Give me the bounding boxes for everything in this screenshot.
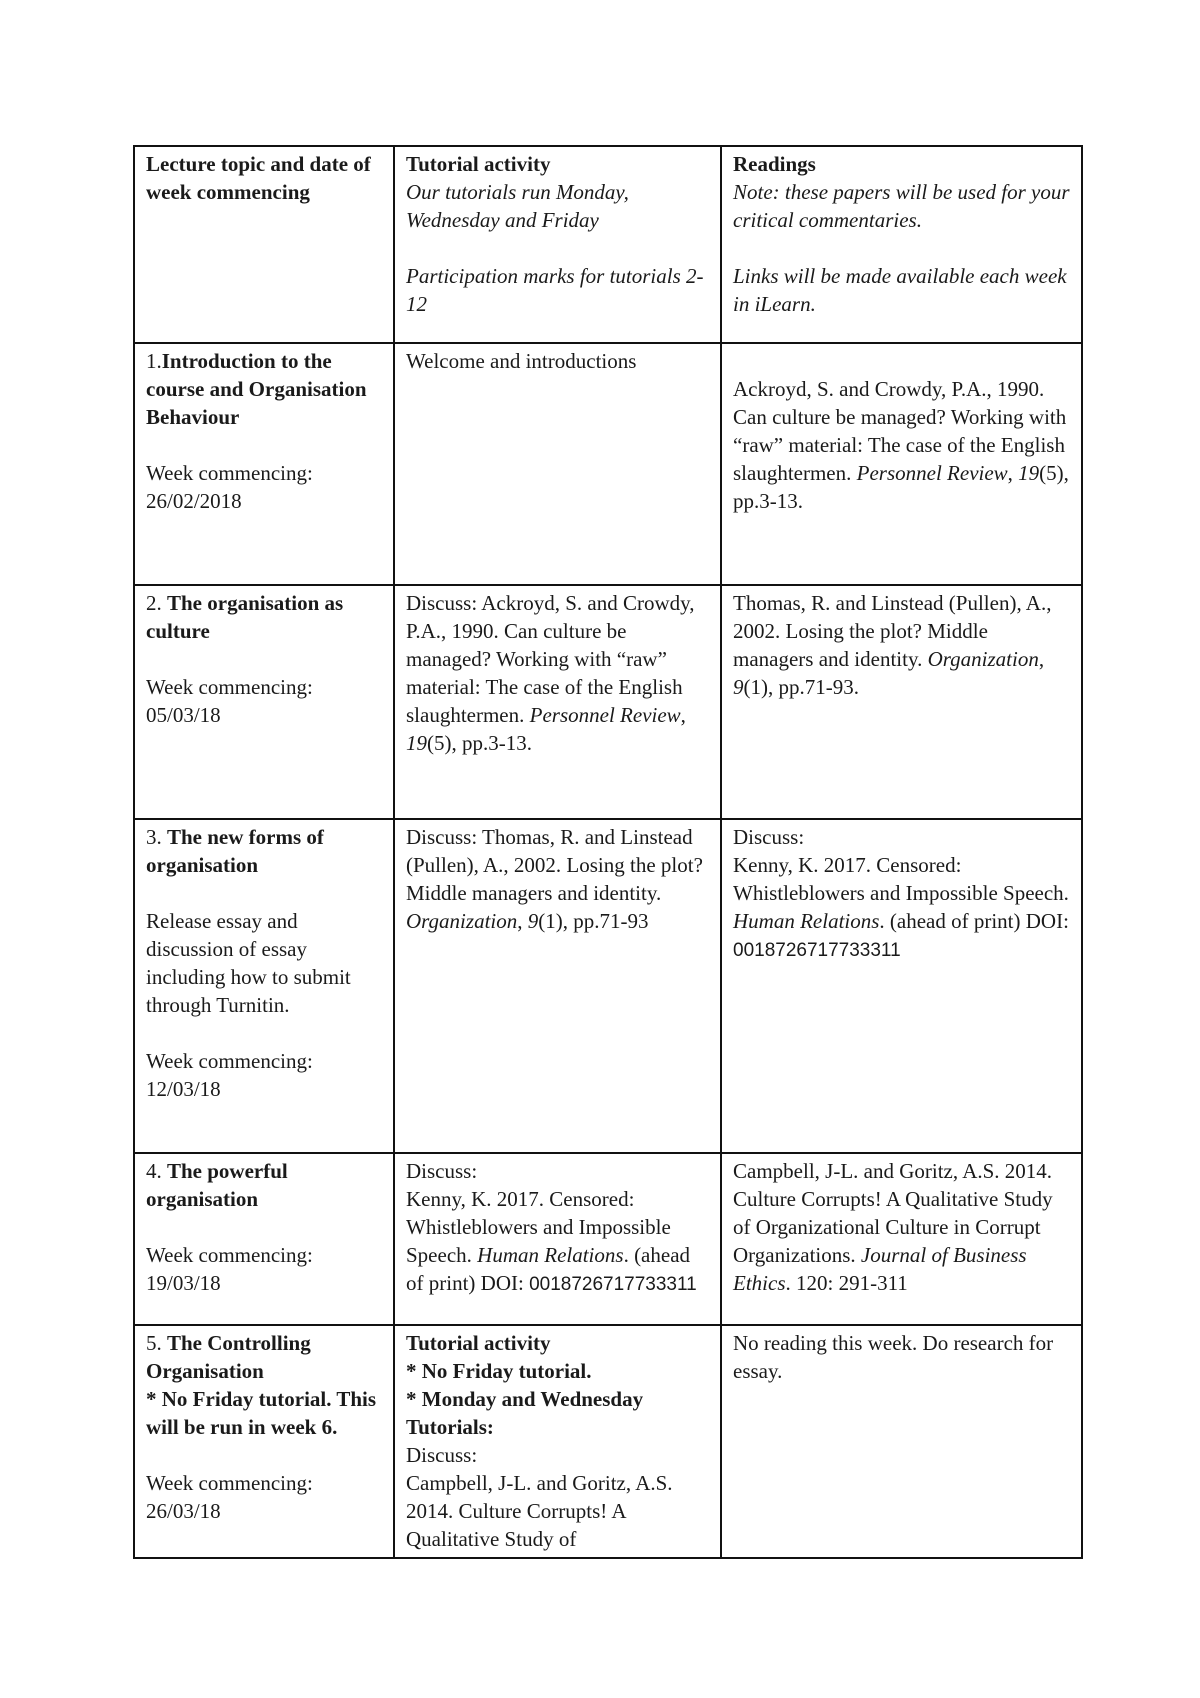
tutorial-discuss-label: Discuss: — [406, 1443, 478, 1467]
tutorial-cell — [394, 343, 721, 585]
tutorial-citation: Discuss: Thomas, R. and Linstead (Pullen), A., 2002. Losing the plot? Middle managers and identity. — [406, 825, 703, 905]
week-label: Week commencing: — [146, 675, 313, 699]
reading-tail: . 120: 291-311 — [785, 1271, 908, 1295]
table-row — [134, 1325, 1082, 1558]
lecture-cell — [134, 343, 394, 585]
tutorial-text: Welcome and introductions — [406, 349, 637, 373]
table-row — [134, 585, 1082, 819]
tutorial-citation: Campbell, J-L. and Goritz, A.S. 2014. Culture Corrupts! A Qualitative Study of — [406, 1471, 673, 1551]
lecture-cell — [134, 1325, 394, 1558]
header-lecture-cell — [134, 146, 394, 343]
readings-cell — [721, 1325, 1082, 1558]
reading-separator: , — [1007, 461, 1019, 485]
tutorial-citation: Kenny, K. 2017. Censored: Whistleblowers and Impossible Speech. — [406, 1187, 671, 1267]
tutorial-note: * Monday and Wednesday Tutorials: — [406, 1387, 644, 1439]
week-label: Week commencing: — [146, 461, 313, 485]
reading-journal: Personnel Review — [856, 461, 1008, 485]
lecture-title: The organisation as culture — [146, 591, 344, 643]
tutorial-cell — [394, 1153, 721, 1325]
week-date: 19/03/18 — [146, 1271, 221, 1295]
reading-volume: 19 — [1018, 461, 1040, 485]
lecture-note: * No Friday tutorial. This will be run in week 6. — [146, 1387, 377, 1439]
week-date: 26/02/2018 — [146, 489, 242, 513]
reading-doi: 0018726717733311 — [733, 940, 901, 961]
tutorial-volume: 19 — [406, 731, 427, 755]
header-lecture-label: Lecture topic and date of week commencing — [146, 152, 371, 204]
tutorial-separator: , — [680, 703, 686, 727]
readings-cell — [721, 1153, 1082, 1325]
reading-citation: Ackroyd, S. and Crowdy, P.A., 1990. Can culture be managed? Working with “raw” material: The case of the English slaughtermen. — [733, 377, 1067, 485]
week-label: Week commencing: — [146, 1243, 313, 1267]
header-tutorial-title: Tutorial activity — [406, 152, 551, 176]
lecture-cell — [134, 1153, 394, 1325]
tutorial-issue: (1), pp.71-93 — [538, 909, 649, 933]
lecture-title: Introduction to the course and Organisation Behaviour — [146, 349, 367, 429]
readings-cell — [721, 343, 1082, 585]
lecture-title: The powerful organisation — [146, 1159, 288, 1211]
tutorial-separator: , — [517, 909, 528, 933]
week-label: Week commencing: — [146, 1471, 313, 1495]
reading-discuss-label: Discuss: — [733, 825, 805, 849]
lecture-title: The new forms of organisation — [146, 825, 324, 877]
header-tutorial-note: Our tutorials run Monday, Wednesday and Friday — [406, 180, 629, 232]
table-row — [134, 1153, 1082, 1325]
reading-text: No reading this week. Do research for essay. — [733, 1331, 1054, 1383]
tutorial-tail: . (ahead of print) DOI: — [406, 1243, 691, 1295]
week-date: 05/03/18 — [146, 703, 221, 727]
reading-journal: Organization — [927, 647, 1039, 671]
readings-cell — [721, 585, 1082, 819]
header-readings-note: Note: these papers will be used for your critical commentaries. — [733, 180, 1070, 232]
tutorial-journal: Personnel Review — [529, 703, 681, 727]
tutorial-doi: 0018726717733311 — [529, 1274, 697, 1295]
tutorial-cell — [394, 819, 721, 1153]
tutorial-journal: Human Relations — [477, 1243, 624, 1267]
reading-journal: Human Relations — [733, 909, 880, 933]
lecture-number: 2. — [146, 591, 167, 615]
table-header-row — [134, 146, 1082, 343]
header-participation-note: Participation marks for tutorials 2-12 — [406, 264, 704, 316]
lecture-note: Release essay and discussion of essay including how to submit through Turnitin. — [146, 909, 351, 1017]
tutorial-note: * No Friday tutorial. — [406, 1359, 592, 1383]
header-tutorial-cell — [394, 146, 721, 343]
tutorial-title: Tutorial activity — [406, 1331, 551, 1355]
tutorial-cell — [394, 1325, 721, 1558]
reading-citation: Thomas, R. and Linstead (Pullen), A., 2002. Losing the plot? Middle managers and identity. — [733, 591, 1052, 671]
tutorial-citation: Discuss: Ackroyd, S. and Crowdy, P.A., 1990. Can culture be managed? Working with “raw” material: The case of the English slaughtermen. — [406, 591, 695, 727]
lecture-cell — [134, 819, 394, 1153]
lecture-number: 1. — [146, 349, 162, 373]
tutorial-cell — [394, 585, 721, 819]
lecture-cell — [134, 585, 394, 819]
week-label: Week commencing: — [146, 1049, 313, 1073]
course-schedule-table — [133, 145, 1083, 1559]
reading-issue: (5), pp.3-13. — [733, 461, 1069, 513]
reading-citation: Kenny, K. 2017. Censored: Whistleblowers and Impossible Speech. — [733, 853, 1069, 905]
reading-citation: Campbell, J-L. and Goritz, A.S. 2014. Culture Corrupts! A Qualitative Study of Organizational Culture in Corrupt Organizations. — [733, 1159, 1053, 1267]
lecture-number: 3. — [146, 825, 167, 849]
lecture-number: 4. — [146, 1159, 167, 1183]
reading-separator: , — [1038, 647, 1045, 671]
week-date: 26/03/18 — [146, 1499, 221, 1523]
readings-cell — [721, 819, 1082, 1153]
tutorial-journal: Organization — [406, 909, 518, 933]
table-row — [134, 819, 1082, 1153]
lecture-title: The Controlling Organisation — [146, 1331, 311, 1383]
header-readings-title: Readings — [733, 152, 816, 176]
header-links-note: Links will be made available each week in iLearn. — [733, 264, 1067, 316]
reading-volume: 9 — [733, 675, 744, 699]
tutorial-discuss-label: Discuss: — [406, 1159, 478, 1183]
lecture-number: 5. — [146, 1331, 167, 1355]
reading-tail: . (ahead of print) DOI: — [879, 909, 1069, 933]
reading-journal: Journal of Business Ethics — [733, 1243, 1027, 1295]
header-readings-cell — [721, 146, 1082, 343]
week-date: 12/03/18 — [146, 1077, 221, 1101]
tutorial-issue: (5), pp.3-13. — [427, 731, 532, 755]
tutorial-volume: 9 — [527, 909, 539, 933]
table-row — [134, 343, 1082, 585]
reading-issue: (1), pp.71-93. — [743, 675, 859, 699]
